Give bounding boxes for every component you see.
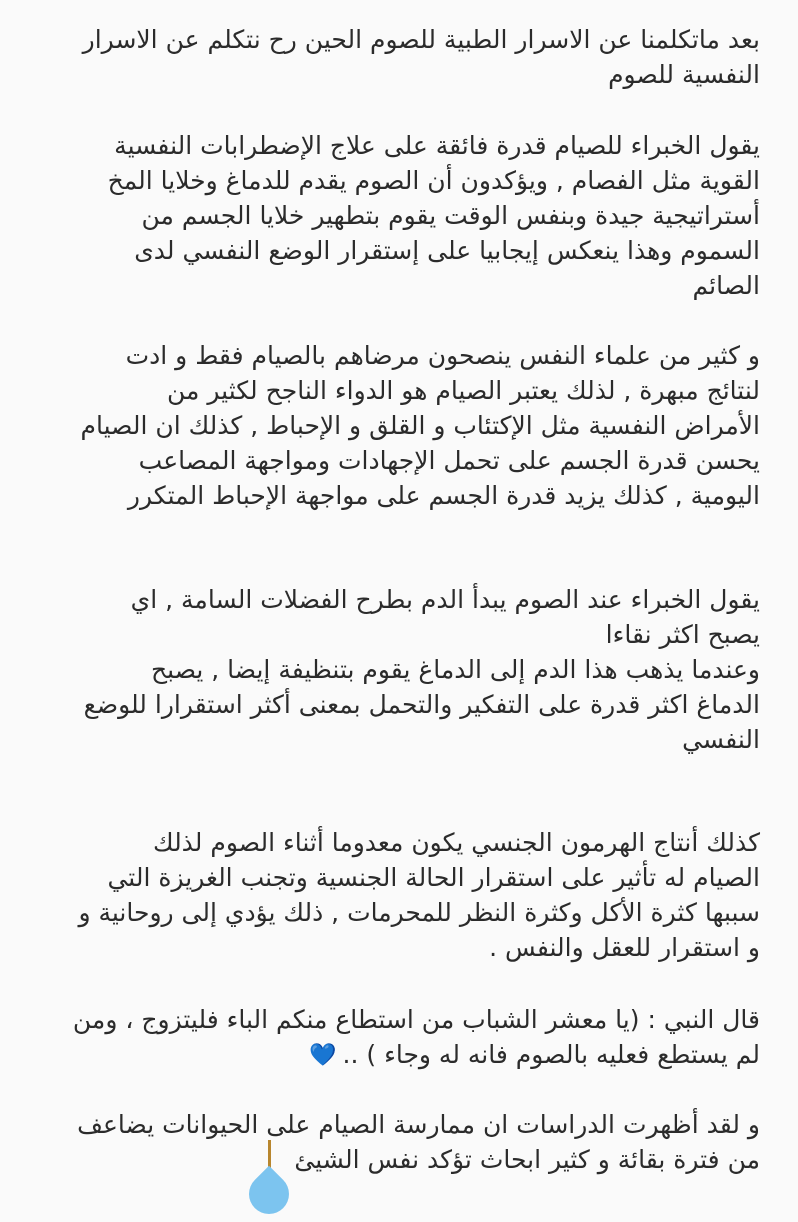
text-line: الأمراض النفسية مثل الإكتئاب و القلق و الإحباط , كذلك ان الصيام: [80, 411, 760, 440]
text-line: بعد ماتكلمنا عن الاسرار الطبية للصوم الحين رح نتكلم عن الاسرار: [82, 25, 760, 54]
text-line: لم يستطع فعليه بالصوم فانه له وجاء ) ..: [342, 1040, 760, 1069]
text-line: الصائم: [692, 271, 760, 300]
text-line-with-emoji: [20, 1037, 760, 1073]
text-line: و استقرار للعقل والنفس .: [489, 933, 760, 962]
text-line: و لقد أظهرت الدراسات ان ممارسة الصيام على الحيوانات يضاعف: [77, 1110, 760, 1139]
text-line: الصيام له تأثير على استقرار الحالة الجنسية وتجنب الغريزة التي: [107, 863, 760, 892]
text-line: كذلك أنتاج الهرمون الجنسي يكون معدوما أثناء الصوم لذلك: [153, 828, 760, 857]
text-line: يحسن قدرة الجسم على تحمل الإجهادات ومواجهة المصاعب: [138, 446, 760, 475]
text-line: قال النبي : (يا معشر الشباب من استطاع منكم الباء فليتزوج ، ومن: [72, 1005, 760, 1034]
text-line: القوية مثل الفصام , ويؤكدون أن الصوم يقدم للدماغ وخلايا المخ: [107, 166, 760, 195]
text-line: سببها كثرة الأكل وكثرة النظر للمحرمات , ذلك يؤدي إلى روحانية و: [78, 898, 760, 927]
text-line: السموم وهذا ينعكس إيجابيا على إستقرار الوضع النفسي لدى: [134, 236, 760, 265]
text-line: و كثير من علماء النفس ينصحون مرضاهم بالصيام فقط و ادت: [125, 341, 760, 370]
text-line: يقول الخبراء للصيام قدرة فائقة على علاج الإضطرابات النفسية: [114, 131, 760, 160]
text-line: أستراتيجية جيدة وبنفس الوقت يقوم بتطهير خلايا الجسم من: [141, 201, 760, 230]
text-line: يصبح اكثر نقاءا: [605, 620, 760, 649]
text-line: وعندما يذهب هذا الدم إلى الدماغ يقوم بتنظيفة إيضا , يصبح: [151, 655, 760, 684]
text-line: يقول الخبراء عند الصوم يبدأ الدم بطرح الفضلات السامة , اي: [130, 585, 760, 614]
text-line: الدماغ اكثر قدرة على التفكير والتحمل بمعنى أكثر استقرارا للوضع: [83, 690, 760, 719]
text-line: لنتائج مبهرة , لذلك يعتبر الصيام هو الدواء الناجح لكثير من: [167, 376, 760, 405]
text-line: اليومية , كذلك يزيد قدرة الجسم على مواجهة الإحباط المتكرر: [127, 481, 760, 510]
text-line: من فترة بقائة و كثير ابحاث تؤكد نفس الشيئ: [294, 1145, 760, 1174]
text-line: النفسي: [682, 725, 760, 754]
blue-heart-icon: 💙: [309, 1043, 337, 1068]
text-line: النفسية للصوم: [608, 60, 760, 89]
